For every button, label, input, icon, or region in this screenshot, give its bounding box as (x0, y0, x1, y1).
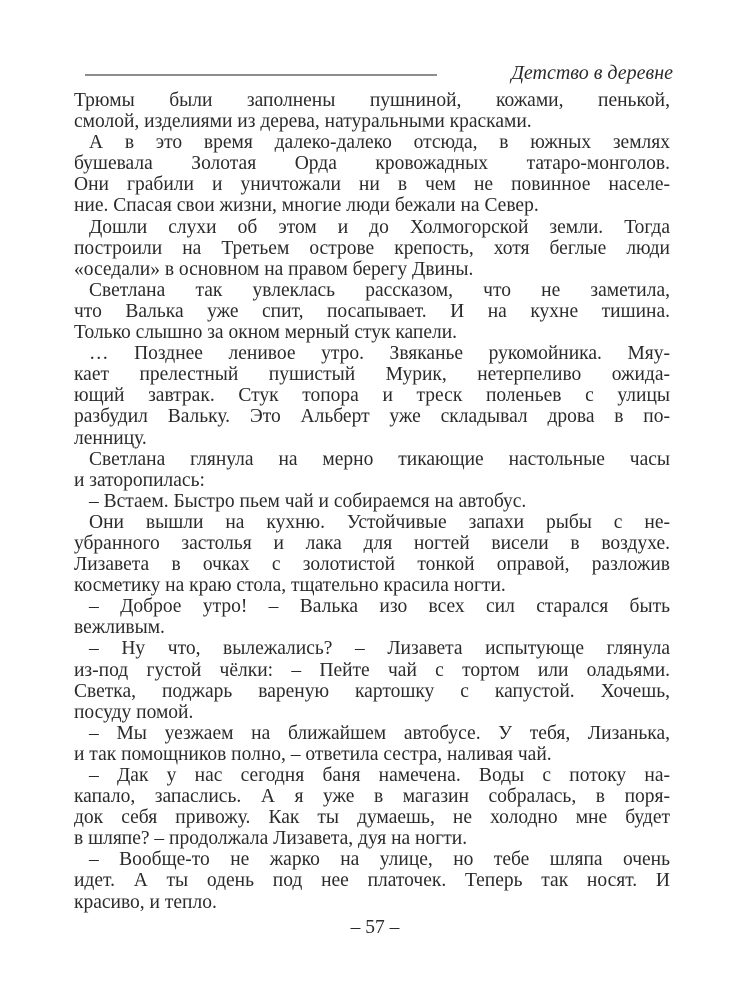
text-line: косметику на краю стола, тщательно красила ногти. (74, 575, 506, 597)
page-header (85, 60, 673, 86)
text-line: Только слышно за окном мерный стук капели. (74, 322, 458, 344)
text-line: – Вообще-то не жарко на улице, но тебе шляпа очень (89, 849, 670, 871)
text-line: и так помощников полно, – ответила сестра, наливая чай. (74, 743, 552, 765)
text-line: Светлана глянула на мерно тикающие настольные часы (89, 448, 670, 470)
paragraph (74, 512, 670, 596)
text-line: ние. Спасая свои жизни, многие люди бежали на Север. (74, 195, 539, 217)
text-line: Светка, поджарь вареную картошку с капустой. Хочешь, (74, 680, 670, 702)
text-line: Светлана так увлеклась рассказом, что не заметила, (89, 279, 670, 301)
text-line: – Ну что, вылежались? – Лизавета испытующе глянула (89, 638, 670, 660)
paragraph (74, 491, 670, 512)
paragraph (74, 217, 670, 280)
text-line: – Доброе утро! – Валька изо всех сил старался быть (89, 596, 670, 618)
text-line: «оседали» в основном на правом берегу Двины. (74, 258, 474, 280)
text-line: красиво, и тепло. (74, 891, 217, 913)
text-line: в шляпе? – продолжала Лизавета, дуя на ногти. (74, 828, 468, 850)
text-line: А в это время далеко-далеко отсюда, в южных землях (89, 132, 670, 154)
text-line: док себя привожу. Как ты думаешь, не холодно мне будет (74, 807, 670, 829)
text-line: бушевала Золотая Орда кровожадных татаро-монголов. (74, 153, 670, 175)
header-rule (85, 74, 437, 76)
text-line: Дошли слухи об этом и до Холмогорской земли. Тогда (89, 216, 670, 238)
text-line: Трюмы были заполнены пушниной, кожами, пенькой, (74, 90, 670, 111)
paragraph (74, 449, 670, 491)
text-line: Они грабили и уничтожали ни в чем не повинное населе- (74, 174, 670, 196)
text-line: Лизавета в очках с золотистой тонкой оправой, разложив (74, 554, 670, 576)
text-line: идет. А ты одень под нее платочек. Теперь так носят. И (74, 870, 670, 892)
paragraph (74, 280, 670, 343)
text-line: что Валька уже спит, посапывает. И на кухне тишина. (74, 300, 670, 322)
text-line: посуду помой. (74, 701, 194, 723)
text-line: … Позднее ленивое утро. Звяканье рукомойника. Мяу- (89, 343, 670, 365)
page-body (74, 90, 670, 913)
paragraph (74, 90, 670, 132)
text-line: и заторопилась: (74, 469, 205, 491)
text-line: смолой, изделиями из дерева, натуральными красками. (74, 111, 532, 133)
paragraph (74, 132, 670, 216)
paragraph (74, 723, 670, 765)
text-line: – Мы уезжаем на ближайшем автобусе. У тебя, Лизанька, (89, 722, 670, 744)
paragraph (74, 765, 670, 849)
paragraph (74, 596, 670, 638)
text-line: ющий завтрак. Стук топора и треск поленьев с улицы (74, 385, 670, 407)
text-line: убранного застолья и лака для ногтей висели в воздухе. (74, 532, 670, 554)
text-line: разбудил Вальку. Это Альберт уже складывал дрова в по- (74, 406, 670, 428)
paragraph (74, 343, 670, 448)
text-line: из-под густой чёлки: – Пейте чай с тортом или оладьями. (74, 659, 670, 681)
text-line: построили на Третьем острове крепость, хотя беглые люди (74, 237, 670, 259)
text-line: капало, запаслись. А я уже в магазин собралась, в поря- (74, 786, 670, 808)
running-head: Детство в деревне (511, 62, 673, 84)
text-line: – Встаем. Быстро пьем чай и собираемся на автобус. (89, 490, 527, 512)
text-line: ленницу. (74, 427, 147, 449)
text-line: Они вышли на кухню. Устойчивые запахи рыбы с не- (89, 511, 670, 533)
text-line: – Дак у нас сегодня баня намечена. Воды с потоку на- (89, 765, 670, 786)
page-number: – 57 – (350, 917, 400, 938)
text-line: кает прелестный пушистый Мурик, нетерпеливо ожида- (74, 364, 670, 386)
text-line: вежливым. (74, 617, 165, 639)
paragraph (74, 849, 670, 912)
paragraph (74, 638, 670, 722)
